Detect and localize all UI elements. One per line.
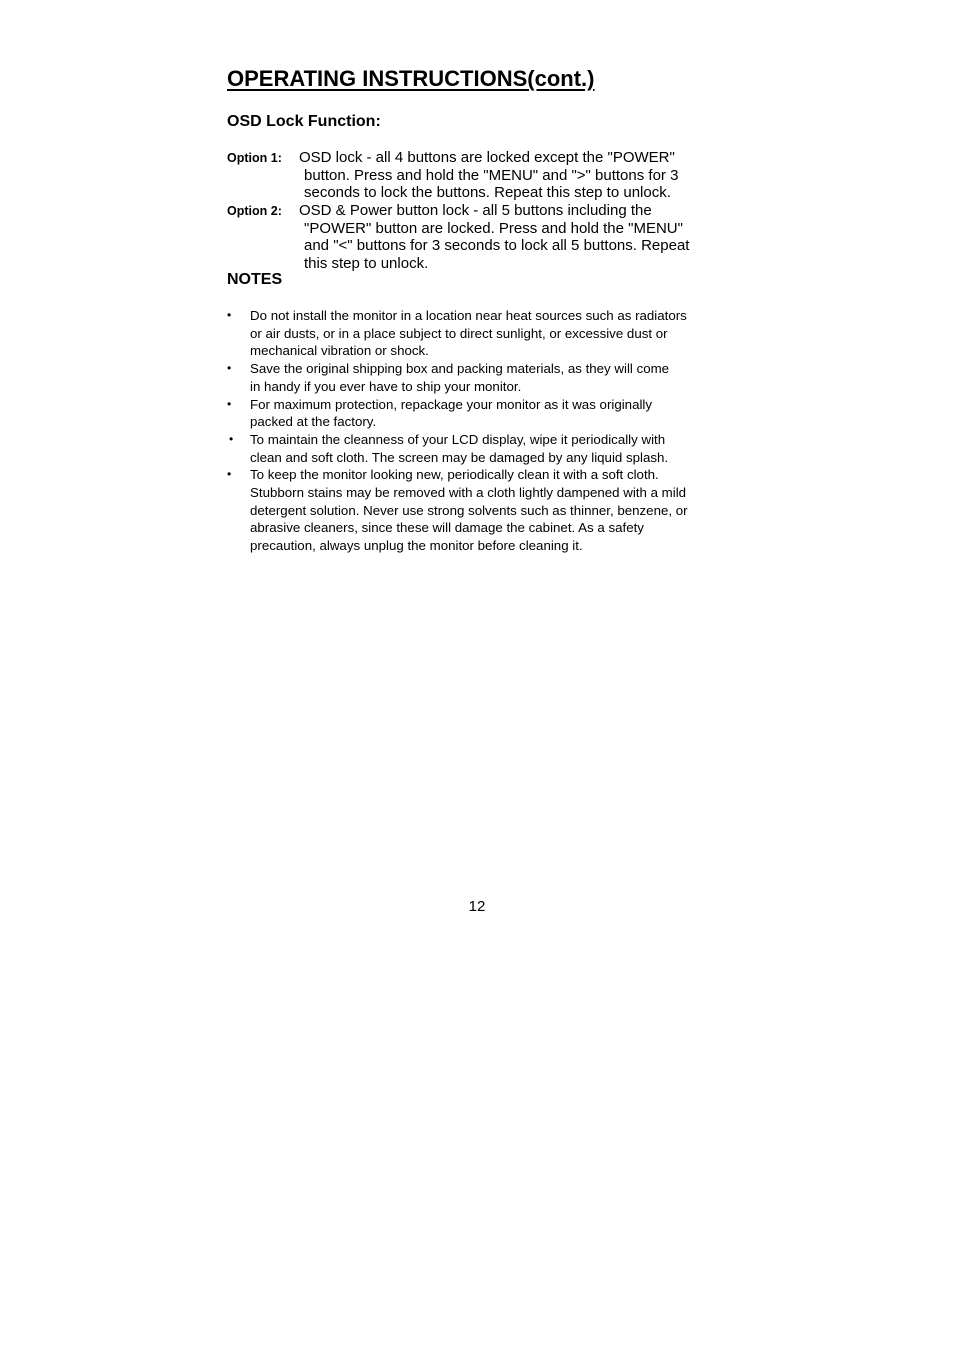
option-1-label: Option 1:: [227, 151, 282, 165]
option-1-line: OSD lock - all 4 buttons are locked except the "POWER": [299, 149, 675, 166]
page-title: OPERATING INSTRUCTIONS(cont.): [227, 66, 595, 91]
note-line: or air dusts, or in a place subject to direct sunlight, or excessive dust or: [250, 325, 668, 341]
note-line: Stubborn stains may be removed with a cloth lightly dampened with a mild: [250, 485, 687, 501]
note-line: abrasive cleaners, since these will damage the cabinet. As a safety: [250, 520, 644, 536]
bullet-icon: •: [227, 361, 232, 376]
note-line: in handy if you ever have to ship your monitor.: [250, 378, 522, 394]
option-2-line: this step to unlock.: [304, 255, 429, 273]
note-line: precaution, always unplug the monitor before cleaning it.: [250, 538, 583, 554]
option-2-label: Option 2:: [227, 204, 282, 218]
bullet-icon: •: [227, 467, 232, 482]
note-line: clean and soft cloth. The screen may be damaged by any liquid splash.: [250, 449, 669, 465]
option-2-line: and "<" buttons for 3 seconds to lock all 5 buttons. Repeat: [304, 237, 690, 255]
note-line: For maximum protection, repackage your monitor as it was originally: [250, 396, 653, 412]
note-item: [227, 307, 737, 360]
notes-list: [227, 307, 737, 555]
note-item: [227, 396, 737, 431]
note-line: Do not install the monitor in a location near heat sources such as radiators: [250, 308, 687, 323]
page-number: 12: [468, 898, 486, 915]
note-line: mechanical vibration or shock.: [250, 343, 429, 359]
note-line: To keep the monitor looking new, periodically clean it with a soft cloth.: [250, 467, 659, 483]
option-1-line: seconds to lock the buttons. Repeat this step to unlock.: [304, 184, 671, 202]
note-item: [227, 360, 737, 395]
osd-lock-heading: OSD Lock Function:: [227, 113, 381, 130]
notes-heading: NOTES: [227, 271, 283, 288]
option-2-line: "POWER" button are locked. Press and hold the "MENU": [304, 219, 683, 237]
note-line: packed at the factory.: [250, 414, 377, 430]
note-line: Save the original shipping box and packing materials, as they will come: [250, 361, 670, 377]
note-item: [227, 431, 737, 466]
option-2-line: OSD & Power button lock - all 5 buttons including the: [299, 202, 652, 219]
bullet-icon: •: [227, 396, 232, 411]
bullet-icon: •: [227, 308, 232, 322]
note-line: detergent solution. Never use strong solvents such as thinner, benzene, or: [250, 502, 688, 518]
note-item: [227, 466, 737, 555]
option-1-line: button. Press and hold the "MENU" and ">" buttons for 3: [304, 166, 679, 184]
bullet-icon: •: [229, 431, 234, 446]
note-line: To maintain the cleanness of your LCD display, wipe it periodically with: [250, 431, 666, 447]
